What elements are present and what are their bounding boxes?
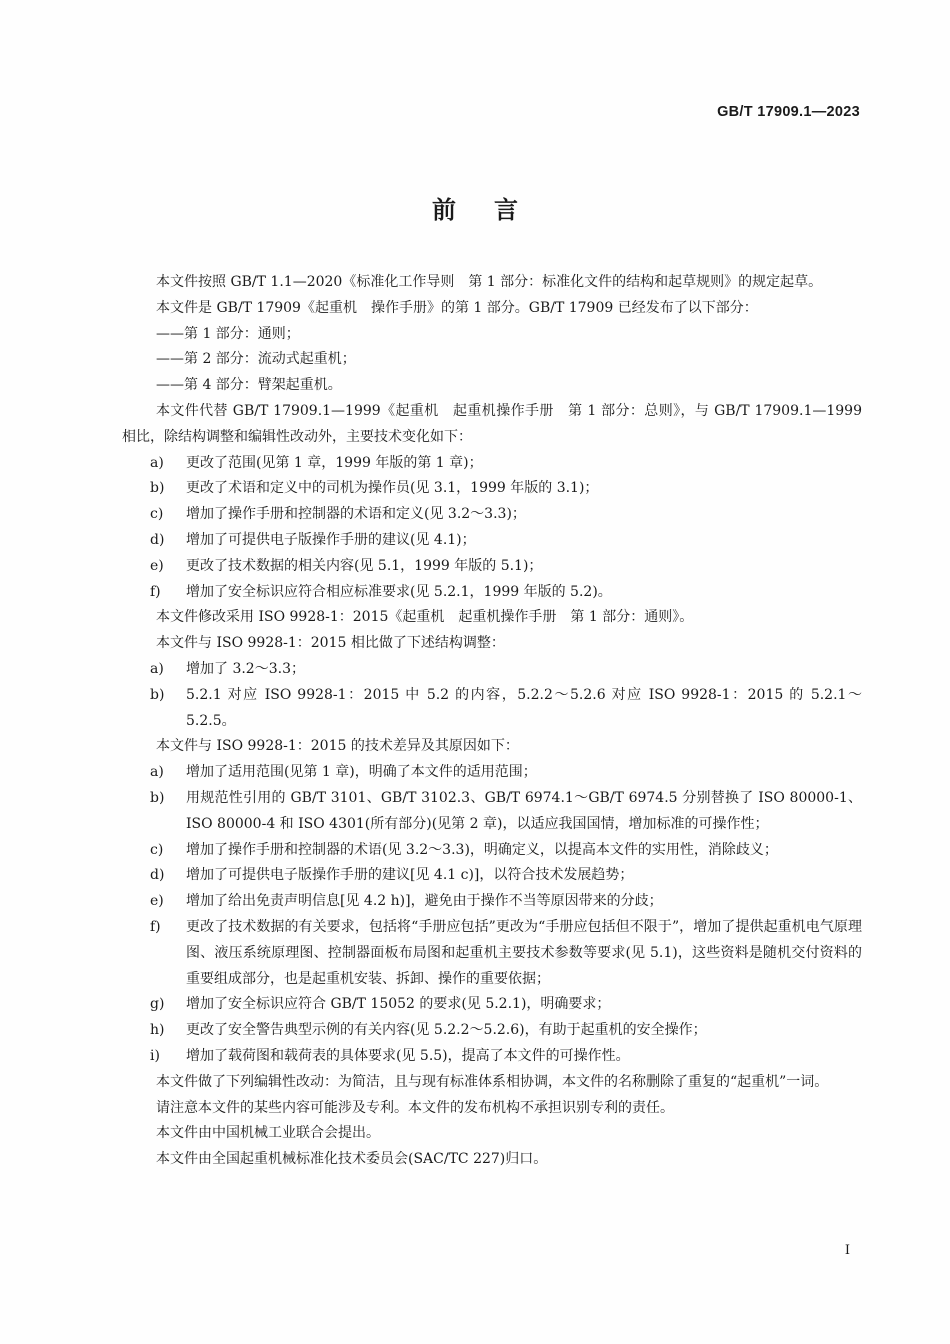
page-number: I: [844, 1243, 850, 1258]
list-item-change: [122, 502, 862, 528]
item-marker: d): [150, 531, 165, 548]
item-text: 更改了技术数据的相关内容(见 5.1，1999 年版的 5.1)；: [186, 557, 543, 574]
item-marker: i): [150, 1047, 160, 1064]
list-item-difference: [122, 889, 862, 915]
paragraph-drafting-rules: 本文件按照 GB/T 1.1—2020《标准化工作导则 第 1 部分：标准化文件的结构和起草规则》的规定起草。: [156, 274, 823, 290]
paragraph-structure-intro: 本文件与 ISO 9928-1：2015 相比做了下述结构调整：: [156, 635, 505, 652]
list-item-structure: [122, 683, 862, 735]
standard-code: GB/T 17909.1—2023: [717, 104, 860, 120]
item-marker: c): [150, 841, 164, 858]
list-item-difference: [122, 863, 862, 889]
paragraph-differences-intro: 本文件与 ISO 9928-1：2015 的技术差异及其原因如下：: [156, 738, 519, 755]
list-item-change: [122, 476, 862, 502]
item-marker: h): [150, 1022, 165, 1039]
item-marker: b): [150, 789, 165, 806]
list-item-change: [122, 580, 862, 606]
list-item-change: [122, 528, 862, 554]
list-item-difference: [122, 838, 862, 864]
item-text: 用规范性引用的 GB/T 3101、GB/T 3102.3、GB/T 6974.1～GB/T 6974.5 分别替换了 ISO 80000-1、ISO 80000-4 和 ISO 4301(所有部分)(见第 2 章)，以适应我国国情，增加标准的可操作性；: [186, 789, 862, 832]
item-text: 增加了可提供电子版操作手册的建议[见 4.1 c)]，以符合技术发展趋势；: [186, 867, 634, 884]
item-marker: a): [150, 764, 164, 781]
list-item-part: ——第 1 部分：通则；: [156, 325, 300, 342]
list-item-difference: [122, 1018, 862, 1044]
paragraph-patent-notice: 请注意本文件的某些内容可能涉及专利。本文件的发布机构不承担识别专利的责任。: [156, 1099, 674, 1116]
item-text: 增加了操作手册和控制器的术语和定义(见 3.2～3.3)；: [186, 506, 526, 523]
list-item-part: ——第 2 部分：流动式起重机；: [156, 351, 356, 368]
paragraph-replaces: 本文件代替 GB/T 17909.1—1999《起重机 起重机操作手册 第 1 部分：总则》，与 GB/T 17909.1—1999 相比，除结构调整和编辑性改动外，主要技术变化如下：: [122, 402, 862, 445]
paragraph-editorial-changes: 本文件做了下列编辑性改动：为简洁，且与现有标准体系相协调，本文件的名称删除了重复的“起重机”一词。: [156, 1073, 829, 1090]
item-text: 增加了操作手册和控制器的术语(见 3.2～3.3)，明确定义，以提高本文件的实用性，消除歧义；: [186, 841, 778, 858]
item-text: 增加了载荷图和载荷表的具体要求(见 5.5)，提高了本文件的可操作性。: [186, 1047, 630, 1064]
paragraph-iso-adoption: 本文件修改采用 ISO 9928-1：2015《起重机 起重机操作手册 第 1 部分：通则》。: [156, 609, 694, 626]
item-text: 更改了范围(见第 1 章，1999 年版的第 1 章)；: [186, 454, 483, 471]
item-text: 增加了安全标识应符合 GB/T 15052 的要求(见 5.2.1)，明确要求；: [186, 996, 611, 1013]
paragraph-administered-by: 本文件由全国起重机械标准化技术委员会(SAC/TC 227)归口。: [156, 1151, 548, 1168]
list-item-difference: [122, 786, 862, 838]
list-item-difference: [122, 992, 862, 1018]
item-marker: c): [150, 506, 164, 523]
paragraph-proposed-by: 本文件由中国机械工业联合会提出。: [156, 1125, 380, 1142]
item-text: 增加了适用范围(见第 1 章)，明确了本文件的适用范围；: [186, 764, 537, 781]
list-item-change: [122, 451, 862, 477]
list-item-difference: [122, 915, 862, 992]
item-text: 增加了安全标识应符合相应标准要求(见 5.2.1，1999 年版的 5.2)。: [186, 583, 612, 600]
item-marker: f): [150, 583, 161, 600]
item-marker: b): [150, 480, 165, 497]
item-marker: f): [150, 918, 161, 935]
item-marker: b): [150, 686, 165, 703]
item-text: 更改了技术数据的有关要求，包括将“手册应包括”更改为“手册应包括但不限于”，增加了提供起重机电气原理图、液压系统原理图、控制器面板布局图和起重机主要技术参数等要求(见 5.1)，这些资料是随机交付资料的重要组成部分，也是起重机安装、拆卸、操作的重要依据；: [186, 918, 862, 987]
item-text: 增加了可提供电子版操作手册的建议(见 4.1)；: [186, 531, 476, 548]
paragraph-series-info: 本文件是 GB/T 17909《起重机 操作手册》的第 1 部分。GB/T 17909 已经发布了以下部分：: [156, 299, 758, 316]
list-item-change: [122, 554, 862, 580]
item-text: 增加了 3.2～3.3；: [186, 660, 305, 677]
list-item-part: ——第 4 部分：臂架起重机。: [156, 377, 342, 394]
item-text: 更改了术语和定义中的司机为操作员(见 3.1，1999 年版的 3.1)；: [186, 480, 599, 497]
list-item-structure: [122, 657, 862, 683]
foreword-body: [122, 270, 862, 1173]
item-marker: e): [150, 557, 164, 574]
item-marker: a): [150, 660, 164, 677]
page-title: 前言: [432, 196, 556, 224]
list-item-difference: [122, 760, 862, 786]
item-text: 增加了给出免责声明信息[见 4.2 h)]，避免由于操作不当等原因带来的分歧；: [186, 893, 663, 910]
item-marker: g): [150, 996, 165, 1013]
item-text: 更改了安全警告典型示例的有关内容(见 5.2.2～5.2.6)，有助于起重机的安全操作；: [186, 1022, 707, 1039]
item-marker: d): [150, 867, 165, 884]
item-text: 5.2.1 对应 ISO 9928-1：2015 中 5.2 的内容，5.2.2～5.2.6 对应 ISO 9928-1：2015 的 5.2.1～5.2.5。: [186, 686, 862, 729]
list-item-difference: [122, 1044, 862, 1070]
item-marker: a): [150, 454, 164, 471]
item-marker: e): [150, 893, 164, 910]
